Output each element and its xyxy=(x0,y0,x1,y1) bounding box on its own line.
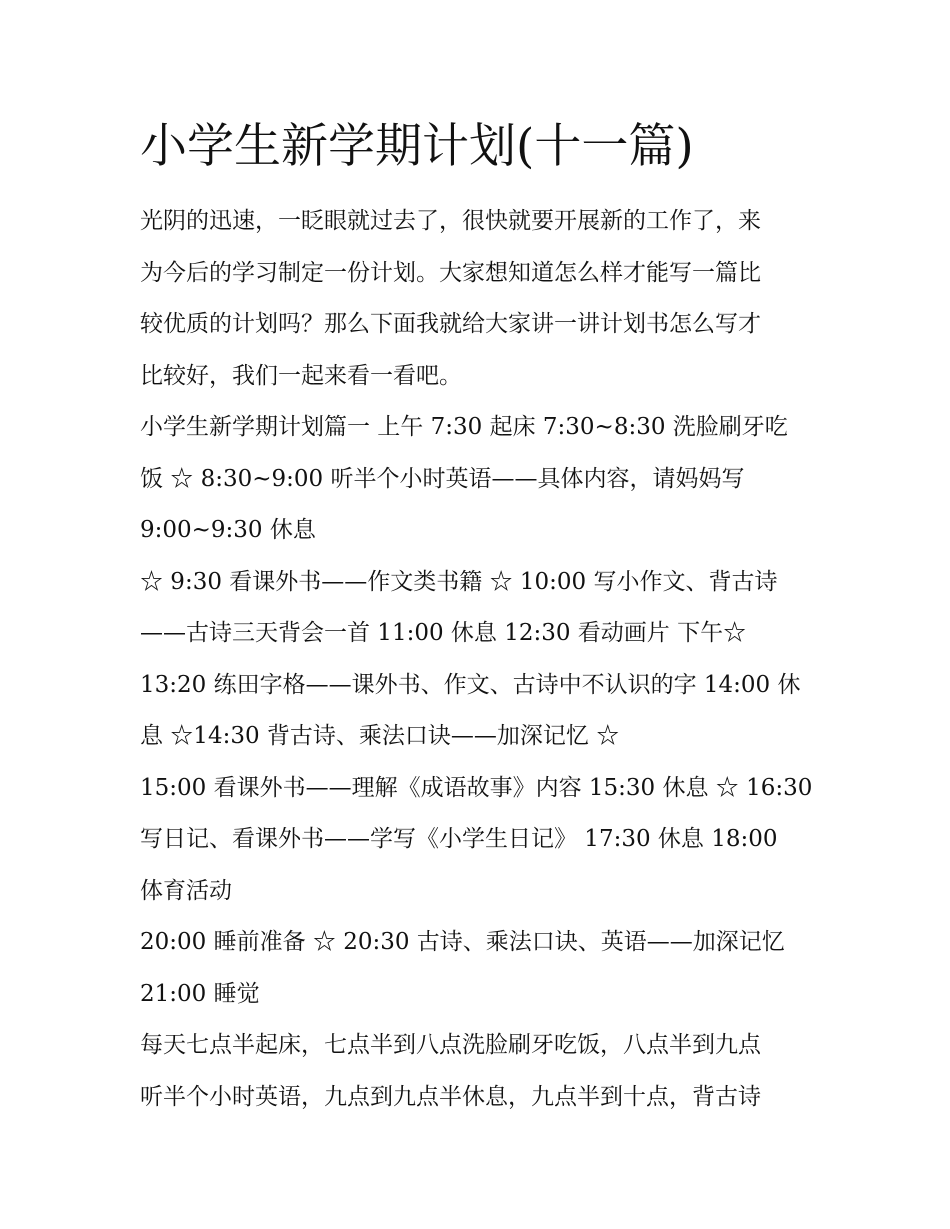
text-line: 饭 ☆ 8:30~9:00 听半个小时英语——具体内容，请妈妈写 xyxy=(140,465,745,492)
text-line: 13:20 练田字格——课外书、作文、古诗中不认识的字 14:00 休 xyxy=(140,671,801,698)
text-line: 15:00 看课外书——理解《成语故事》内容 15:30 休息 ☆ 16:30 xyxy=(140,774,813,801)
text-line: 为今后的学习制定一份计划。大家想知道怎么样才能写一篇比 xyxy=(140,259,761,286)
document-title: 小学生新学期计划(十一篇) xyxy=(140,119,694,174)
text-line: 息 ☆14:30 背古诗、乘法口诀——加深记忆 ☆ xyxy=(140,723,620,749)
text-line: 写日记、看课外书——学写《小学生日记》 17:30 休息 18:00 xyxy=(140,826,778,852)
document-body xyxy=(140,196,812,1123)
text-line: 小学生新学期计划篇一 上午 7:30 起床 7:30~8:30 洗脸刷牙吃 xyxy=(140,414,788,440)
text-line: 每天七点半起床，七点半到八点洗脸刷牙吃饭，八点半到九点 xyxy=(140,1032,761,1058)
text-line: ——古诗三天背会一首 11:00 休息 12:30 看动画片 下午☆ xyxy=(140,620,747,646)
text-line: 9:00~9:30 休息 xyxy=(140,517,316,543)
text-line: 体育活动 xyxy=(140,877,232,904)
text-line: 听半个小时英语，九点到九点半休息，九点半到十点，背古诗 xyxy=(140,1083,761,1110)
text-line: 20:00 睡前准备 ☆ 20:30 古诗、乘法口诀、英语——加深记忆 xyxy=(140,929,785,955)
text-line: 光阴的迅速，一眨眼就过去了，很快就要开展新的工作了，来 xyxy=(140,208,761,234)
text-line: ☆ 9:30 看课外书——作文类书籍 ☆ 10:00 写小作文、背古诗 xyxy=(140,568,778,595)
text-line: 21:00 睡觉 xyxy=(140,980,260,1007)
text-line: 较优质的计划吗？那么下面我就给大家讲一讲计划书怎么写才 xyxy=(140,311,761,337)
text-line: 比较好，我们一起来看一看吧。 xyxy=(140,362,462,389)
